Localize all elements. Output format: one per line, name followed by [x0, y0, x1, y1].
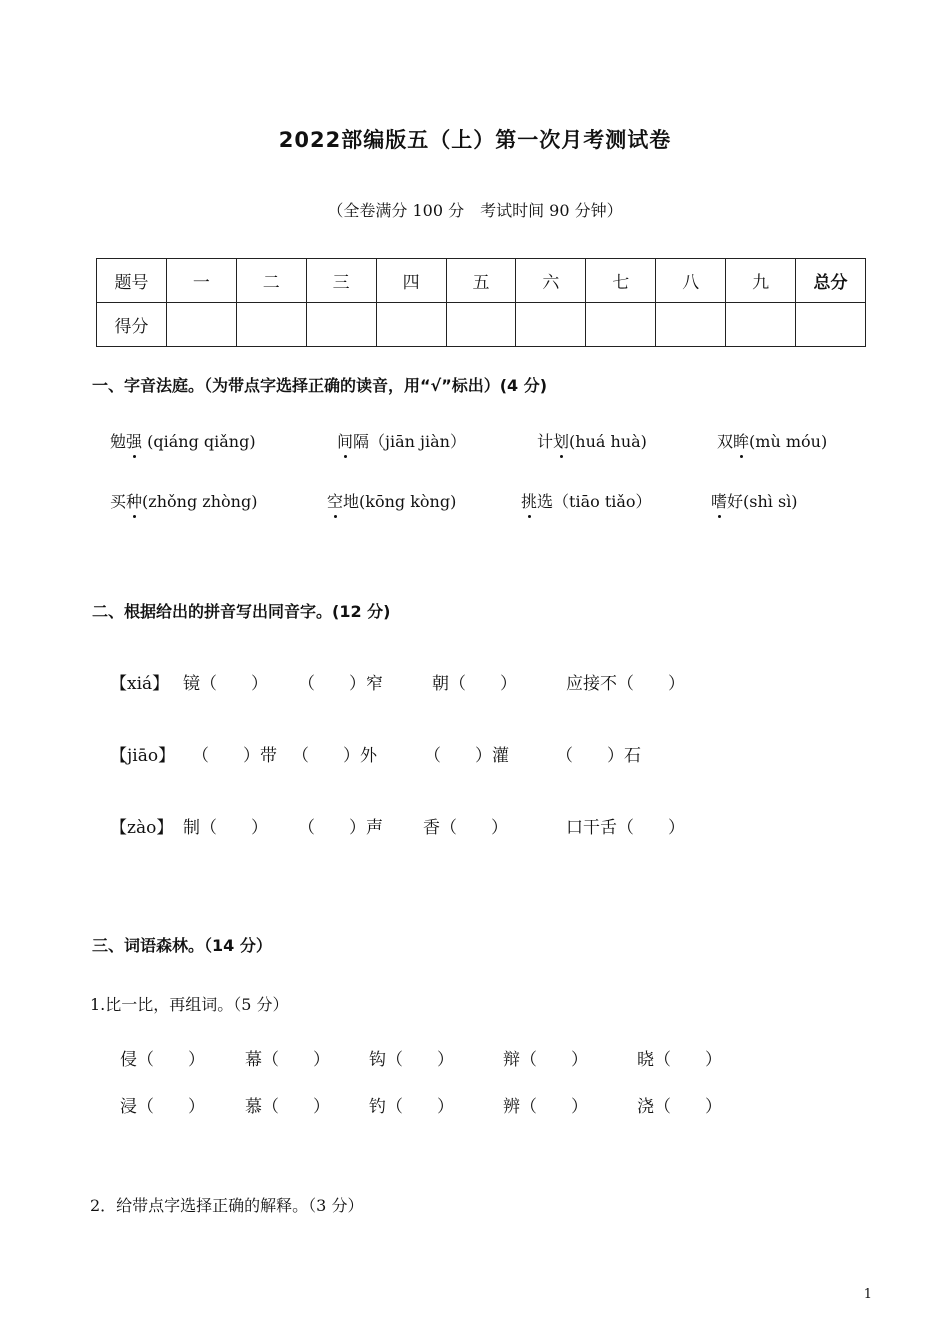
fill-item[interactable]: （ ）外: [292, 746, 377, 766]
section1-heading: 一、字音法庭。（为带点字选择正确的读音，用“√”标出）(4 分): [92, 376, 548, 395]
compare-item[interactable]: 钓（ ）: [369, 1097, 454, 1117]
fill-item[interactable]: （ ）带: [192, 746, 277, 766]
fill-item[interactable]: （ ）窄: [298, 674, 383, 694]
pronunciation-item: 勉强 (qiáng qiǎng): [110, 429, 256, 452]
pronunciation-item: 嗜好(shì sì): [711, 489, 798, 512]
dotted-char: 挑: [521, 489, 537, 512]
header-cell: 题号: [97, 259, 167, 303]
score-cell[interactable]: [516, 303, 586, 347]
header-cell: 六: [516, 259, 586, 303]
score-cell[interactable]: [726, 303, 796, 347]
exam-info: （全卷满分 100 分 考试时间 90 分钟）: [327, 201, 623, 220]
score-cell[interactable]: [656, 303, 726, 347]
compare-item[interactable]: 幕（ ）: [245, 1050, 330, 1070]
compare-item[interactable]: 慕（ ）: [245, 1097, 330, 1117]
section2-heading: 二、根据给出的拼音写出同音字。(12 分): [92, 602, 391, 621]
fill-item[interactable]: 镜（ ）: [183, 674, 268, 694]
header-cell: 八: [656, 259, 726, 303]
page-number: 1: [863, 1287, 872, 1302]
compare-item[interactable]: 晓（ ）: [637, 1050, 722, 1070]
compare-item[interactable]: 钩（ ）: [369, 1050, 454, 1070]
pronunciation-item: 计划(huá huà): [537, 429, 647, 452]
compare-item[interactable]: 浸（ ）: [120, 1097, 205, 1117]
pinyin-label: 【jiāo】: [110, 746, 176, 766]
score-cell[interactable]: [236, 303, 306, 347]
question-1-label: 1.比一比，再组词。（5 分）: [90, 995, 289, 1014]
pinyin-label: 【zào】: [110, 818, 174, 838]
header-cell: 七: [586, 259, 656, 303]
fill-item[interactable]: 香（ ）: [423, 818, 508, 838]
score-cell[interactable]: [166, 303, 236, 347]
compare-item[interactable]: 辩（ ）: [503, 1050, 588, 1070]
pronunciation-item: 买种(zhǒng zhòng): [110, 489, 257, 512]
fill-item[interactable]: （ ）声: [298, 818, 383, 838]
dotted-char: 强: [126, 429, 142, 452]
score-cell[interactable]: [586, 303, 656, 347]
dotted-char: 眸: [733, 429, 749, 452]
pronunciation-item: 间隔（jiān jiàn）: [337, 429, 466, 452]
dotted-char: 间: [337, 429, 353, 452]
header-cell: 九: [726, 259, 796, 303]
header-cell: 一: [166, 259, 236, 303]
section3-heading: 三、词语森林。（14 分）: [92, 936, 272, 955]
question-2-label: 2．给带点字选择正确的解释。（3 分）: [90, 1196, 364, 1215]
score-table: [96, 258, 866, 347]
header-cell: 二: [236, 259, 306, 303]
compare-item[interactable]: 侵（ ）: [120, 1050, 205, 1070]
score-cell[interactable]: [796, 303, 866, 347]
header-cell: 三: [306, 259, 376, 303]
compare-item[interactable]: 辨（ ）: [503, 1097, 588, 1117]
score-table-header-row: [97, 259, 866, 303]
score-cell[interactable]: [306, 303, 376, 347]
fill-item[interactable]: 制（ ）: [183, 818, 268, 838]
dotted-char: 种: [126, 489, 142, 512]
pronunciation-item: 双眸(mù móu): [717, 429, 827, 452]
dotted-char: 空: [327, 489, 343, 512]
header-cell-total: 总分: [796, 259, 866, 303]
score-table-score-row: [97, 303, 866, 347]
fill-item[interactable]: 口干舌（ ）: [566, 818, 685, 838]
compare-item[interactable]: 浇（ ）: [637, 1097, 722, 1117]
pronunciation-item: 挑选（tiāo tiǎo）: [521, 489, 652, 512]
fill-item[interactable]: 应接不（ ）: [566, 674, 685, 694]
fill-item[interactable]: （ ）灌: [424, 746, 509, 766]
pronunciation-item: 空地(kōng kòng): [327, 489, 456, 512]
score-cell[interactable]: [446, 303, 516, 347]
dotted-char: 嗜: [711, 489, 727, 512]
fill-item[interactable]: （ ）石: [556, 746, 641, 766]
header-cell: 五: [446, 259, 516, 303]
score-label-cell: 得分: [97, 303, 167, 347]
score-cell[interactable]: [376, 303, 446, 347]
fill-item[interactable]: 朝（ ）: [432, 674, 517, 694]
page-title: 2022部编版五（上）第一次月考测试卷: [278, 128, 672, 152]
dotted-char: 划: [553, 429, 569, 452]
header-cell: 四: [376, 259, 446, 303]
pinyin-label: 【xiá】: [110, 674, 170, 694]
